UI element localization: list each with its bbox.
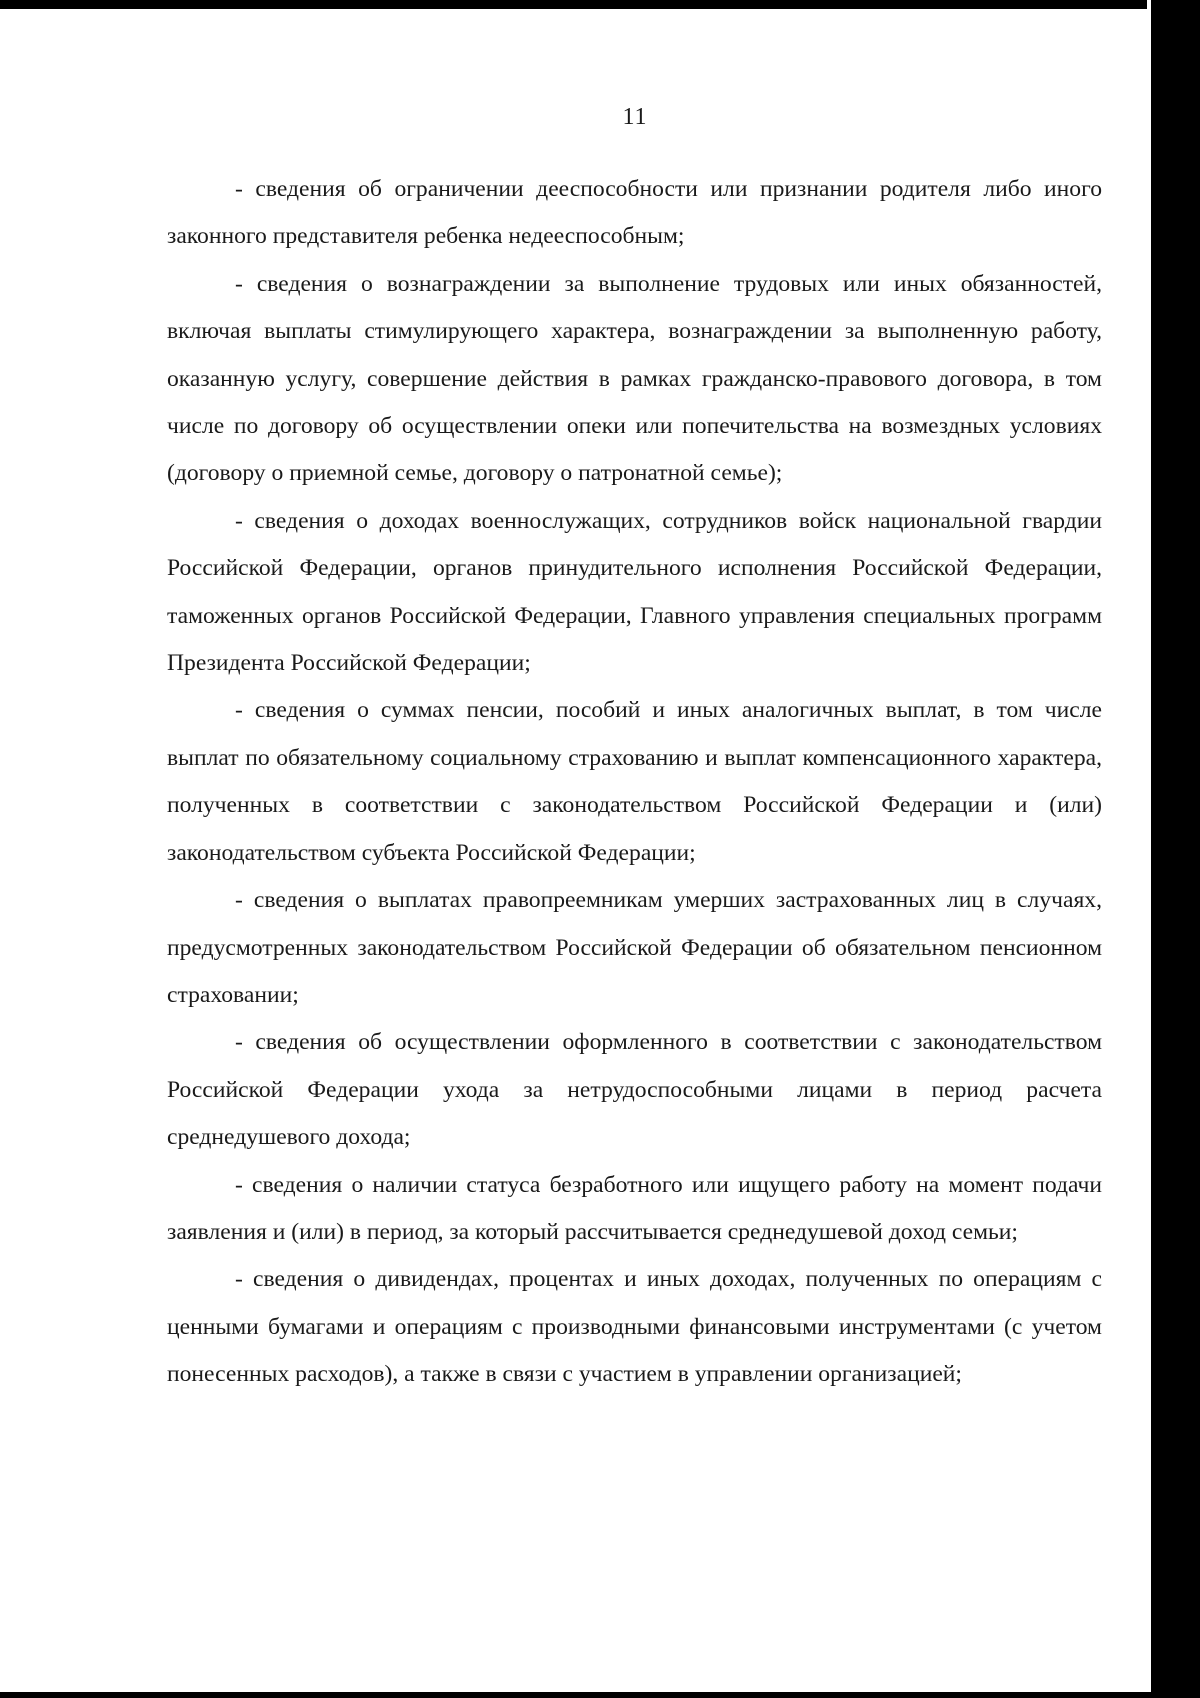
scan-border-top	[0, 0, 1200, 9]
paragraph-dividends-info: - сведения о дивидендах, процентах и иных доходах, полученных по операциям с ценными бумагами и операциям с производными финансовыми инструментами (с учетом понесенных расходов), а также в связи с участием в управлении организацией;	[167, 1266, 1102, 1388]
paragraph-military-income-info: - сведения о доходах военнослужащих, сотрудников войск национальной гвардии Российской Федерации, органов принудительного исполнения Российской Федерации, таможенных органов Российской Федерации, Главного управления специальных программ Президента Российской Федерации;	[167, 507, 1102, 677]
scan-border-bottom	[0, 1692, 1200, 1698]
document-body	[167, 166, 1102, 1399]
paragraph-remuneration-info: - сведения о вознаграждении за выполнение трудовых или иных обязанностей, включая выплаты стимулирующего характера, вознаграждении за выполненную работу, оказанную услугу, совершение действия в рамках гражданско-правового договора, в том числе по договору об осуществлении опеки или попечительства на возмездных условиях (договору о приемной семье, договору о патронатной семье);	[167, 270, 1102, 487]
paragraph-care-info: - сведения об осуществлении оформленного в соответствии с законодательством Российской Федерации ухода за нетрудоспособными лицами в период расчета среднедушевого дохода;	[167, 1029, 1102, 1151]
paragraph-incapacity-info: - сведения об ограничении дееспособности или признании родителя либо иного законного представителя ребенка недееспособным;	[167, 176, 1102, 250]
page-number: 11	[622, 104, 648, 130]
paragraph-pension-benefits-info: - сведения о суммах пенсии, пособий и иных аналогичных выплат, в том числе выплат по обязательному социальному страхованию и выплат компенсационного характера, полученных в соответствии с законодательством Российской Федерации и (или) законодательством субъекта Российской Федерации;	[167, 697, 1102, 866]
paragraph-successor-payments-info: - сведения о выплатах правопреемникам умерших застрахованных лиц в случаях, предусмотренных законодательством Российской Федерации об обязательном пенсионном страховании;	[167, 887, 1102, 1008]
scan-border-right	[1147, 0, 1200, 1698]
paragraph-unemployment-status-info: - сведения о наличии статуса безработного или ищущего работу на момент подачи заявления и (или) в период, за который рассчитывается среднедушевой доход семьи;	[167, 1171, 1102, 1245]
